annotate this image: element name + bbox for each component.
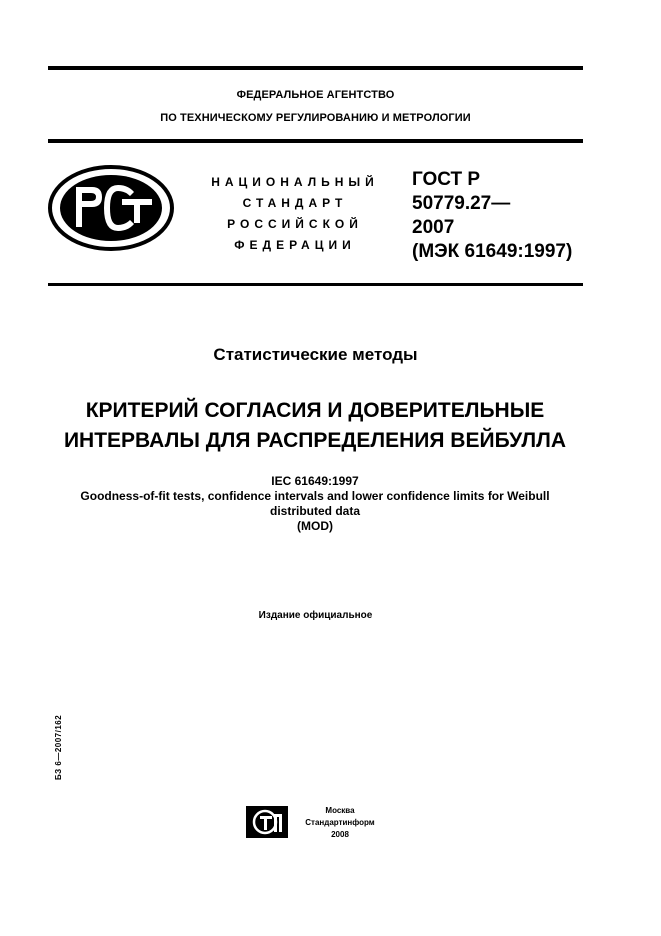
- national-standard-line-1: НАЦИОНАЛЬНЫЙ: [211, 175, 379, 189]
- national-standard-line-2: СТАНДАРТ: [242, 196, 348, 210]
- top-rule: [48, 66, 583, 70]
- agency-line-2: ПО ТЕХНИЧЕСКОМУ РЕГУЛИРОВАНИЮ И МЕТРОЛОГИИ: [160, 112, 471, 124]
- iec-reference: [40, 474, 590, 534]
- title-line-1: КРИТЕРИЙ СОГЛАСИЯ И ДОВЕРИТЕЛЬНЫЕ: [85, 399, 545, 422]
- bottom-rule: [48, 283, 583, 286]
- standartinform-logo-icon: [246, 806, 288, 838]
- gost-line-4: (МЭК 61649:1997): [412, 241, 573, 262]
- publisher-info: [290, 805, 390, 841]
- document-title: [30, 396, 600, 456]
- national-standard-line-4: ФЕДЕРАЦИИ: [234, 238, 356, 252]
- gost-designation: [412, 168, 587, 264]
- publisher-city: Москва: [325, 806, 355, 815]
- agency-header: [48, 84, 583, 130]
- national-standard-label: [200, 172, 390, 256]
- middle-rule: [48, 139, 583, 143]
- gost-line-3: 2007: [412, 217, 455, 238]
- gost-line-1: ГОСТ Р: [412, 169, 481, 190]
- agency-line-1: ФЕДЕРАЛЬНОЕ АГЕНТСТВО: [236, 89, 395, 101]
- national-standard-line-3: РОССИЙСКОЙ: [227, 217, 363, 231]
- edition-label: Издание официальное: [258, 610, 373, 621]
- gost-r-logo-icon: [48, 165, 174, 251]
- iec-modification: (MOD): [297, 519, 333, 533]
- iec-title-line-1: Goodness-of-fit tests, confidence intervals and lower confidence limits for Weibull: [80, 489, 550, 503]
- iec-title-line-2: distributed data: [269, 504, 360, 518]
- publisher-name: Стандартинформ: [305, 818, 375, 827]
- gost-line-2: 50779.27—: [412, 193, 511, 214]
- document-subtitle: Статистические методы: [213, 345, 418, 364]
- iec-number: IEC 61649:1997: [271, 474, 359, 488]
- side-code: БЗ 6—2007/162: [54, 714, 63, 780]
- publisher-year: 2008: [331, 830, 349, 839]
- title-line-2: ИНТЕРВАЛЫ ДЛЯ РАСПРЕДЕЛЕНИЯ ВЕЙБУЛЛА: [63, 429, 567, 452]
